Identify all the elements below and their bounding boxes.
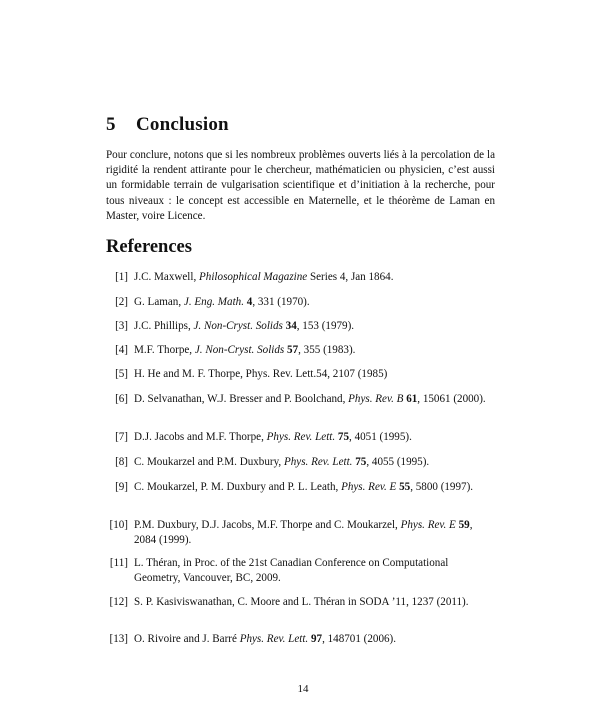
reference-text bbox=[134, 295, 496, 310]
reference-text bbox=[134, 632, 496, 647]
reference-text-part: , 2084 (1999). bbox=[134, 519, 473, 547]
reference-label: [5] bbox=[115, 368, 128, 380]
reference-label: [2] bbox=[115, 296, 128, 308]
reference-text bbox=[134, 595, 496, 610]
reference-text-part: 59 bbox=[458, 519, 470, 531]
references-heading: References bbox=[106, 237, 192, 257]
reference-text-part: D. Selvanathan, W.J. Bresser and P. Boolchand, bbox=[134, 393, 349, 405]
reference-text-part: Philosophical Magazine bbox=[199, 271, 308, 283]
reference-text-part: , 331 (1970). bbox=[252, 296, 310, 308]
reference-text-part: , 355 (1983). bbox=[298, 344, 356, 356]
reference-text bbox=[134, 556, 496, 586]
reference-text bbox=[134, 270, 496, 285]
reference-text-part: , 15061 (2000). bbox=[417, 393, 486, 405]
reference-text-part: , 148701 (2006). bbox=[322, 633, 397, 645]
section-heading bbox=[106, 114, 229, 136]
reference-text-part: M.F. Thorpe, bbox=[134, 344, 195, 356]
reference-text-part: 75 bbox=[337, 431, 350, 443]
reference-text-part: J. Non-Cryst. Solids bbox=[194, 344, 285, 356]
conclusion-paragraph: Pour conclure, notons que si les nombreux problèmes ouverts liés à la percolation de la rigidité la rendent attirante pour le chercheur, mathématicien ou physicien, c’est aussi un formidable terrain de vulgarisation scientifique et d’initiation à la recherche, pour tous niveaux : le concept est accessible en Maternelle, et le théorème de Laman en Master, voire Licence. bbox=[106, 149, 495, 222]
reference-text-part: 55 bbox=[399, 481, 411, 493]
reference-label: [6] bbox=[115, 393, 128, 405]
reference-label: [9] bbox=[115, 481, 128, 493]
reference-text bbox=[134, 518, 496, 548]
reference-text-part: Series 4, Jan 1864. bbox=[307, 271, 394, 283]
reference-label: [7] bbox=[115, 431, 128, 443]
reference-text-part: , 4051 (1995). bbox=[349, 431, 412, 443]
reference-text bbox=[134, 343, 496, 358]
reference-text-part: J.C. Phillips, bbox=[134, 320, 194, 332]
reference-text-part: C. Moukarzel and P.M. Duxbury, bbox=[134, 456, 284, 468]
reference-text bbox=[134, 455, 496, 470]
reference-label: [10] bbox=[109, 519, 128, 531]
reference-text-part: 75 bbox=[355, 456, 367, 468]
reference-text-part: O. Rivoire and J. Barré bbox=[134, 633, 240, 645]
reference-text-part: 61 bbox=[406, 393, 418, 405]
section-title: Conclusion bbox=[136, 114, 229, 135]
reference-label: [11] bbox=[109, 557, 128, 569]
reference-text-part: Phys. Rev. Lett. bbox=[239, 633, 309, 645]
reference-text-part: S. P. Kasiviswanathan, C. Moore and L. Théran in SODA ’11, 1237 (2011). bbox=[134, 596, 469, 608]
reference-text-part: G. Laman, bbox=[134, 296, 184, 308]
reference-text-part: 97 bbox=[310, 633, 323, 645]
reference-text-part: J.C. Maxwell, bbox=[134, 271, 200, 283]
section-number: 5 bbox=[106, 114, 116, 135]
reference-text-part: , 4055 (1995). bbox=[366, 456, 430, 468]
reference-text-part: H. He and M. F. Thorpe, Phys. Rev. Lett.54, 2107 (1985) bbox=[134, 368, 388, 380]
reference-text-part: Phys. Rev. Lett. bbox=[266, 431, 336, 443]
reference-label: [1] bbox=[115, 271, 128, 283]
reference-text-part: D.J. Jacobs and M.F. Thorpe, bbox=[134, 431, 267, 443]
reference-label: [3] bbox=[115, 320, 128, 332]
reference-text-part: Phys. Rev. B bbox=[348, 393, 404, 405]
reference-label: [8] bbox=[115, 456, 128, 468]
reference-text-part: 57 bbox=[287, 344, 299, 356]
reference-text bbox=[134, 480, 496, 495]
reference-text-part: 4 bbox=[246, 296, 253, 308]
page-number: 14 bbox=[297, 683, 309, 695]
reference-text-part: C. Moukarzel, P. M. Duxbury and P. L. Leath, bbox=[134, 481, 342, 493]
reference-text bbox=[134, 392, 496, 407]
reference-label: [4] bbox=[115, 344, 128, 356]
reference-text bbox=[134, 319, 496, 334]
reference-label: [13] bbox=[109, 633, 128, 645]
reference-text bbox=[134, 367, 496, 382]
reference-text-part: Phys. Rev. E bbox=[400, 519, 456, 531]
reference-text-part: , 5800 (1997). bbox=[410, 481, 474, 493]
reference-text-part: 34 bbox=[285, 320, 297, 332]
reference-text bbox=[134, 430, 496, 445]
reference-text-part: Phys. Rev. Lett. bbox=[283, 456, 353, 468]
reference-text-part: J. Non-Cryst. Solids bbox=[193, 320, 283, 332]
reference-text-part: , 153 (1979). bbox=[296, 320, 355, 332]
reference-text-part: J. Eng. Math. bbox=[183, 296, 244, 308]
reference-label: [12] bbox=[109, 596, 128, 608]
reference-text-part: P.M. Duxbury, D.J. Jacobs, M.F. Thorpe and C. Moukarzel, bbox=[134, 519, 401, 531]
reference-text-part: Phys. Rev. E bbox=[341, 481, 397, 493]
reference-text-part: L. Théran, in Proc. of the 21st Canadian Conference on Computational Geometry, Vancouver, BC, 2009. bbox=[134, 557, 449, 585]
